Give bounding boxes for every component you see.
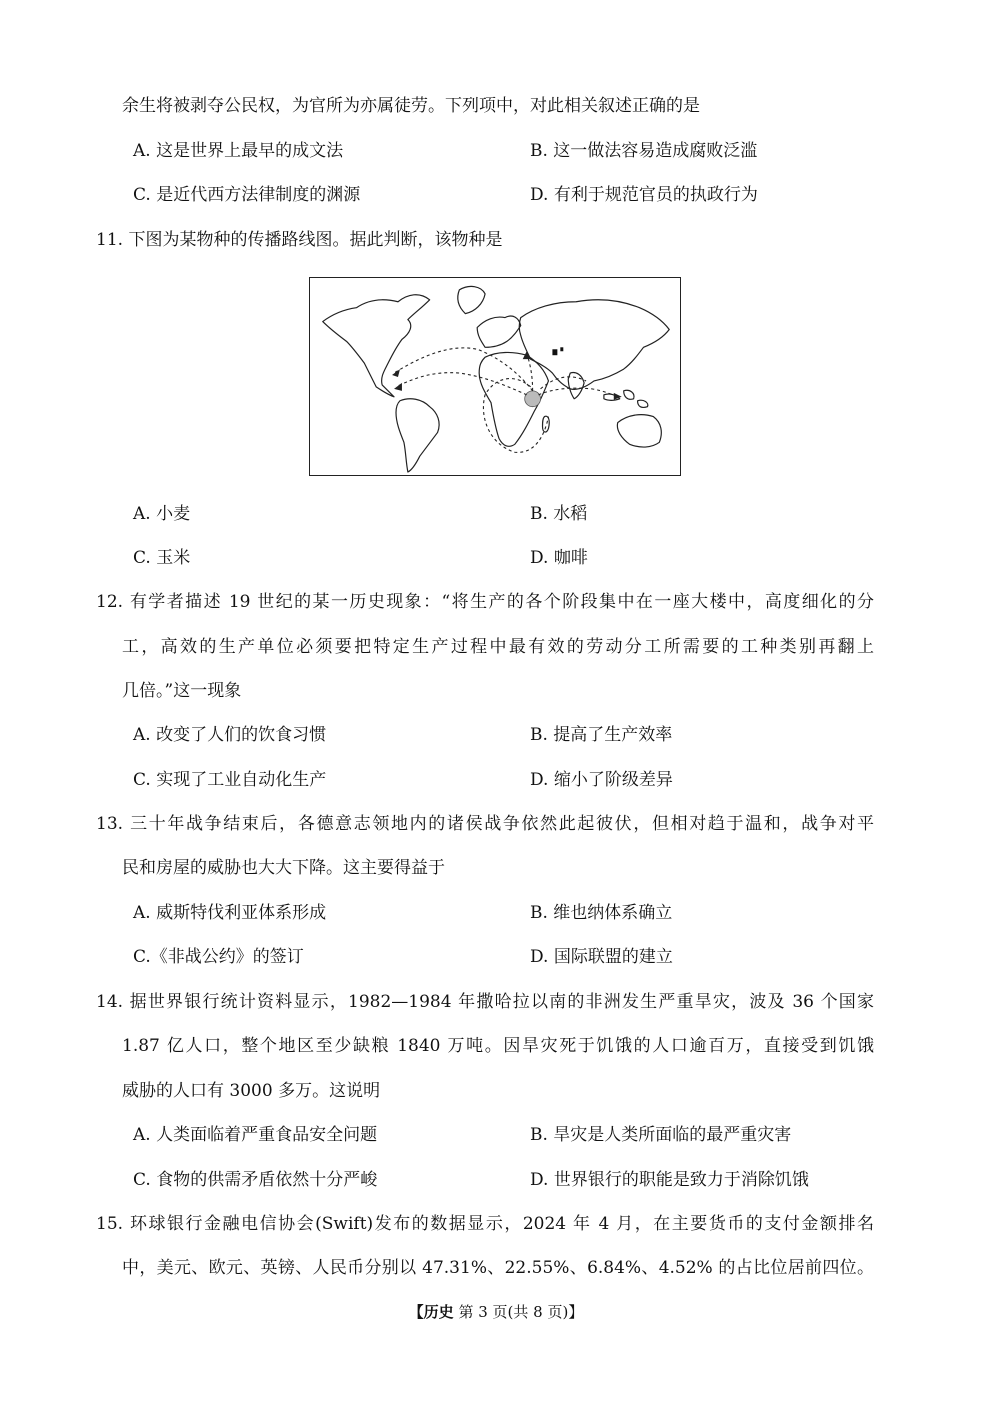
route-to-americas-lower bbox=[396, 373, 527, 395]
route-to-asia bbox=[539, 388, 620, 397]
island-3-outline bbox=[638, 400, 648, 407]
q15-stem-line-1: 15. 环球银行金融电信协会(Swift)发布的数据显示，2024 年 4 月，在主要货币的支付金额排名 bbox=[96, 1214, 874, 1234]
arrowhead-americas-2 bbox=[394, 383, 402, 391]
q11-stem: 11. 下图为某物种的传播路线图。据此判断，该物种是 bbox=[96, 230, 503, 250]
greenland-outline bbox=[458, 286, 485, 313]
q10-continuation: 余生将被剥夺公民权，为官所为亦属徒劳。下列项中，对此相关叙述正确的是 bbox=[122, 96, 700, 116]
q14-stem-line-3: 威胁的人口有 3000 多万。这说明 bbox=[122, 1081, 381, 1101]
q12-stem-line-1: 12. 有学者描述 19 世纪的某一历史现象：“将生产的各个阶段集中在一座大楼中，高度细化的分 bbox=[96, 592, 874, 612]
q10-option-d: D. 有利于规范官员的执政行为 bbox=[530, 185, 758, 205]
spread-route-map bbox=[309, 277, 681, 476]
south-america-outline bbox=[396, 399, 439, 472]
route-to-americas-upper bbox=[394, 348, 533, 391]
q15-stem-line-2: 中，美元、欧元、英镑、人民币分别以 47.31%、22.55%、6.84%、4.52% 的占比位居前四位。 bbox=[122, 1258, 874, 1278]
q11-option-b: B. 水稻 bbox=[530, 504, 588, 524]
q11-option-c: C. 玉米 bbox=[133, 548, 191, 568]
q12-stem-line-2: 工，高效的生产单位必须要把特定生产过程中最有效的劳动分工所需要的工种类别再翻上 bbox=[122, 637, 874, 657]
island-2-outline bbox=[624, 390, 634, 399]
q12-option-c: C. 实现了工业自动化生产 bbox=[133, 770, 327, 790]
q14-stem-line-1: 14. 据世界银行统计资料显示，1982—1984 年撒哈拉以南的非洲发生严重旱灾，波及 36 个国家 bbox=[96, 992, 874, 1012]
q10-option-a: A. 这是世界上最早的成文法 bbox=[133, 141, 344, 161]
asia-outline bbox=[519, 300, 669, 390]
india-outline bbox=[568, 373, 584, 399]
q13-option-b: B. 维也纳体系确立 bbox=[530, 903, 673, 923]
q14-option-a: A. 人类面临着严重食品安全问题 bbox=[133, 1125, 378, 1145]
origin-region-marker bbox=[525, 391, 541, 407]
europe-outline bbox=[477, 316, 521, 347]
q10-option-c: C. 是近代西方法律制度的渊源 bbox=[133, 185, 361, 205]
q11-option-d: D. 咖啡 bbox=[530, 548, 588, 568]
q13-option-d: D. 国际联盟的建立 bbox=[530, 947, 673, 967]
q11-option-a: A. 小麦 bbox=[133, 504, 191, 524]
q13-stem-line-2: 民和房屋的威胁也大大下降。这主要得益于 bbox=[122, 858, 445, 878]
world-map-figure bbox=[310, 278, 680, 475]
arrowhead-americas bbox=[392, 369, 400, 377]
madagascar-outline bbox=[543, 416, 550, 432]
q12-option-b: B. 提高了生产效率 bbox=[530, 725, 673, 745]
q14-option-c: C. 食物的供需矛盾依然十分严峻 bbox=[133, 1170, 378, 1190]
q12-option-d: D. 缩小了阶级差异 bbox=[530, 770, 673, 790]
q14-stem-line-2: 1.87 亿人口，整个地区至少缺粮 1840 万吨。因旱灾死于饥饿的人口逾百万，直接受到饥饿 bbox=[122, 1036, 874, 1056]
australia-outline bbox=[617, 415, 661, 447]
arrowhead-europe bbox=[523, 351, 531, 359]
dark-mark-2 bbox=[560, 347, 563, 351]
dark-mark-1 bbox=[552, 349, 557, 355]
q13-stem-line-1: 13. 三十年战争结束后，各德意志领地内的诸侯战争依然此起彼伏，但相对趋于温和，战争对平 bbox=[96, 814, 874, 834]
footer-subject: 【历史 bbox=[408, 1303, 454, 1321]
q12-stem-line-3: 几倍。”这一现象 bbox=[122, 681, 242, 701]
q14-option-d: D. 世界银行的职能是致力于消除饥饿 bbox=[530, 1170, 809, 1190]
q10-option-b: B. 这一做法容易造成腐败泛滥 bbox=[530, 141, 758, 161]
q13-option-a: A. 威斯特伐利亚体系形成 bbox=[133, 903, 327, 923]
q12-option-a: A. 改变了人们的饮食习惯 bbox=[133, 725, 327, 745]
page-footer bbox=[0, 1301, 992, 1322]
footer-page-number: 第 3 页(共 8 页)】 bbox=[458, 1303, 584, 1321]
q13-option-c: C.《非战公约》的签订 bbox=[133, 947, 304, 967]
q14-option-b: B. 旱灾是人类所面临的最严重灾害 bbox=[530, 1125, 792, 1145]
arrowhead-asia bbox=[614, 393, 622, 400]
north-america-outline bbox=[323, 295, 430, 397]
